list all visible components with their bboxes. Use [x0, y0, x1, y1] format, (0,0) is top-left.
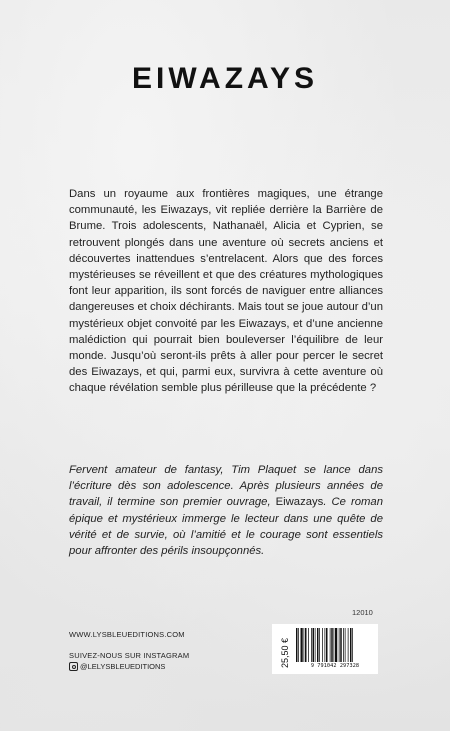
- instagram-follow-label: SUIVEZ-NOUS SUR INSTAGRAM: [69, 651, 190, 660]
- book-title: EIWAZAYS: [132, 62, 318, 95]
- instagram-handle-row: [69, 662, 165, 671]
- synopsis-text: Dans un royaume aux frontières magiques, une étrange communauté, les Eiwazays, vit repliée derrière la Barrière de Brume. Trois adolescents, Nathanaël, Alicia et Cyprien, se retrouvent plongés dans une aventure où secrets anciens et découvertes inattendues s’entrelacent. Alors que des forces mystérieuses se réveillent et que des créatures mythologiques font leur apparition, ils sont forcés de naviguer entre alliances dangereuses et choix déchirants. Mais tout se joue autour d’un mystérieux objet convoité par les Eiwazays, et d’une ancienne malédiction qui pourrait bien bouleverser l’équilibre de leur monde. Jusqu’où seront-ils prêts à aller pour percer le secret des Eiwazays, et qui, parmi eux, survivra à cette aventure où chaque révélation semble plus périlleuse que la précédente ?: [69, 188, 383, 395]
- instagram-handle: @LELYSBLEUEDITIONS: [80, 662, 166, 671]
- author-bio-book-title: Eiwazays: [275, 496, 324, 509]
- author-bio-part1: Fervent amateur de fantasy, Tim Plaquet se lance dans l’écriture dès son adolescence. Après plusieurs années de travail, il termine son premier ouvrage,: [69, 464, 383, 509]
- author-bio-part2: . Ce roman épique et mystérieux immerge le lecteur dans une quête de vérité et de survie, où l’amitié et le courage sont essentiels pour affronter des périls insoupçonnés.: [69, 496, 383, 558]
- author-bio: [69, 462, 383, 559]
- product-code: 12010: [352, 608, 373, 617]
- publisher-website: WWW.LYSBLEUEDITIONS.COM: [69, 630, 185, 639]
- instagram-icon: [69, 662, 78, 671]
- price-label: 25,50 €: [280, 637, 290, 668]
- isbn-barcode: [296, 628, 374, 662]
- isbn-digits: 9 791042 297328: [310, 663, 360, 669]
